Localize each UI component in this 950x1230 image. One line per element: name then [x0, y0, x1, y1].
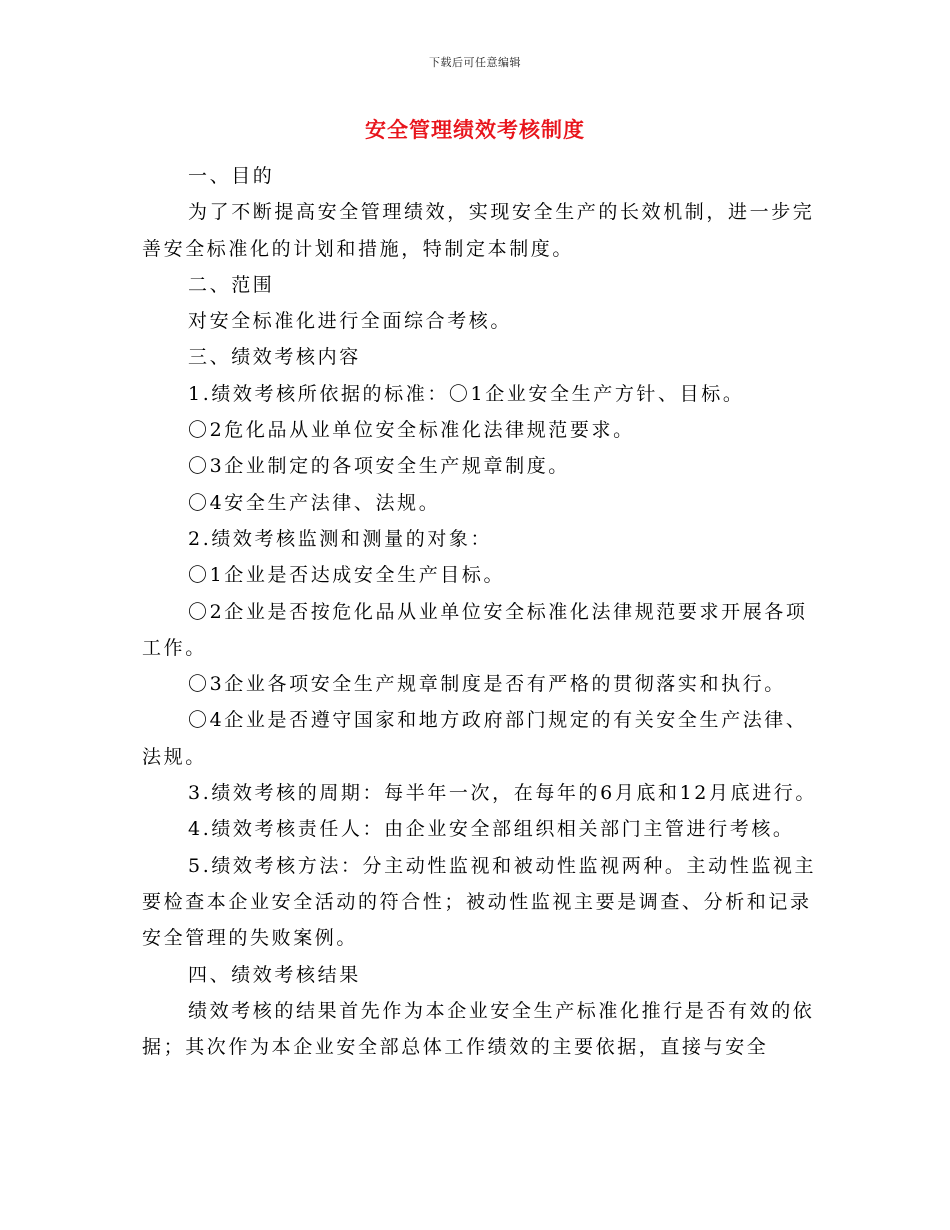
document-title: 安全管理绩效考核制度 — [365, 117, 585, 142]
list-item: 1.绩效考核所依据的标准：〇1企业安全生产方针、目标。 — [188, 382, 745, 405]
list-item: 〇3企业制定的各项安全生产规章制度。 — [188, 455, 570, 478]
list-item: 〇2企业是否按危化品从业单位安全标准化法律规范要求开展各项工作。 — [142, 600, 808, 659]
list-item: 5.绩效考核方法：分主动性监视和被动性监视两种。主动性监视主要检查本企业安全活动的符合性；被动性监视主要是调查、分析和记录安全管理的失败案例。 — [142, 854, 817, 950]
list-item: 3.绩效考核的周期：每半年一次，在每年的6月底和12月底进行。 — [188, 782, 817, 805]
section-heading-content: 三、绩效考核内容 — [188, 346, 361, 369]
paragraph-purpose: 为了不断提高安全管理绩效，实现安全生产的长效机制，进一步完善安全标准化的计划和措施，特制定本制度。 — [142, 201, 815, 260]
section-heading-purpose: 一、目的 — [188, 165, 275, 187]
list-item: 4.绩效考核责任人：由企业安全部组织相关部门主管进行考核。 — [188, 818, 795, 841]
header-note: 下载后可任意编辑 — [429, 56, 521, 69]
list-item: 〇2危化品从业单位安全标准化法律规范要求。 — [188, 419, 635, 442]
list-item: 〇4企业是否遵守国家和地方政府部门规定的有关安全生产法律、法规。 — [142, 709, 808, 768]
document-body — [142, 158, 817, 1065]
list-item: 〇3企业各项安全生产规章制度是否有严格的贯彻落实和执行。 — [188, 673, 786, 696]
section-heading-scope: 二、范围 — [188, 273, 275, 296]
paragraph-scope: 对安全标准化进行全面综合考核。 — [188, 310, 513, 333]
list-item: 〇4安全生产法律、法规。 — [188, 491, 441, 514]
paragraph-results: 绩效考核的结果首先作为本企业安全生产标准化推行是否有效的依据；其次作为本企业安全部总体工作绩效的主要依据，直接与安全 — [142, 999, 815, 1059]
section-heading-results: 四、绩效考核结果 — [188, 963, 361, 986]
list-item: 2.绩效考核监测和测量的对象： — [188, 527, 493, 550]
list-item: 〇1企业是否达成安全生产目标。 — [188, 564, 506, 587]
